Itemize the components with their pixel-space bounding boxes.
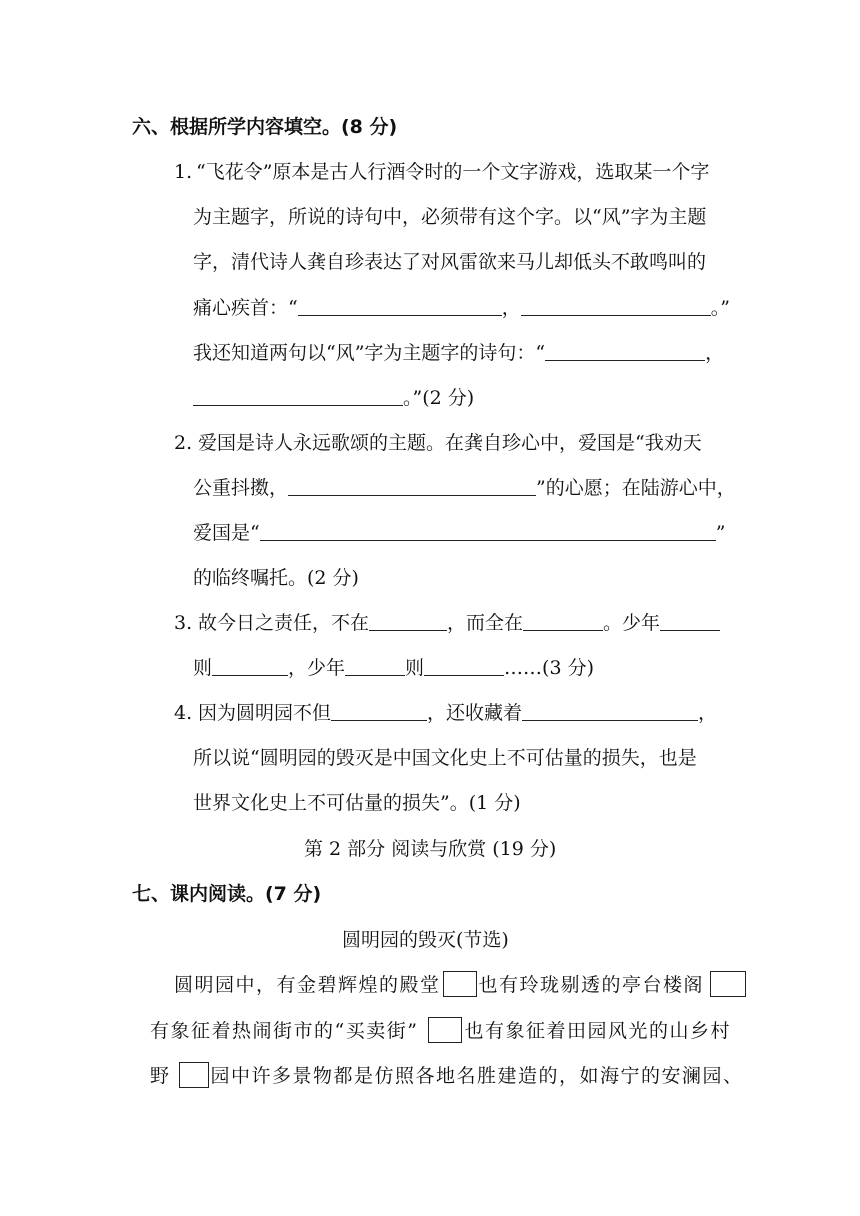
- q2-line-2-text-b: ”的心愿；在陆游心中，: [536, 477, 736, 499]
- q3-answer-blank-1[interactable]: [369, 612, 447, 631]
- q4-answer-blank-1[interactable]: [331, 702, 427, 721]
- article-line-2-text-b: 也有象征着田园风光的山乡村: [464, 1020, 731, 1042]
- q1-line-6: [193, 385, 474, 411]
- punctuation-box-3[interactable]: [428, 1017, 462, 1043]
- q3-answer-blank-4[interactable]: [212, 657, 288, 676]
- q2-line-2-text-a: 公重抖擞，: [193, 477, 289, 499]
- article-line-3: [150, 1062, 744, 1089]
- part-2-title: 第 2 部分 阅读与欣赏 (19 分): [304, 838, 557, 860]
- q1-line-1: “飞花令”原本是古人行酒令时的一个文字游戏，选取某一个字: [196, 161, 710, 183]
- q1-line-4-text-c: 。”: [710, 297, 730, 319]
- q1-line-4-text-b: ，: [501, 297, 521, 319]
- q3-answer-blank-2[interactable]: [523, 612, 603, 631]
- q1-line-5-text-a: 我还知道两句以“风”字为主题字的诗句：“: [193, 342, 546, 364]
- punctuation-box-4[interactable]: [179, 1062, 209, 1088]
- punctuation-box-1[interactable]: [443, 971, 477, 997]
- article-title-main: 圆明园的毁灭: [342, 929, 457, 951]
- q3-line-1-text-c: 。少年: [603, 612, 661, 634]
- q2-line-1: 爱国是诗人永远歌颂的主题。在龚自珍心中，爱国是“我劝天: [198, 432, 702, 454]
- q3-answer-blank-5[interactable]: [345, 657, 405, 676]
- section-7-heading: 七、课内阅读。(7 分): [132, 883, 322, 905]
- q3-line-1: [198, 610, 720, 636]
- article-line-3-text-a: 野: [150, 1065, 171, 1087]
- punctuation-box-2[interactable]: [710, 971, 746, 997]
- q1-line-2: 为主题字，所说的诗句中，必须带有这个字。以“风”字为主题: [193, 206, 707, 228]
- q1-line-4-text-a: 痛心疾首：“: [193, 297, 298, 319]
- q3-line-2: [193, 655, 594, 681]
- q2-line-4: 的临终嘱托。(2 分): [193, 567, 359, 589]
- q2-number: 2.: [174, 432, 193, 454]
- article-title-note: (节选): [456, 929, 509, 951]
- q1-answer-blank-4[interactable]: [193, 387, 403, 406]
- q1-line-5: [193, 340, 724, 366]
- article-title: [342, 927, 509, 953]
- q2-line-3-text-b: ”: [715, 522, 726, 544]
- article-line-1: [174, 971, 748, 998]
- q1-line-3: 字，清代诗人龚自珍表达了对风雷欲来马儿却低头不敢鸣叫的: [193, 251, 707, 273]
- q3-line-2-text-c: 则: [405, 657, 425, 679]
- section-6-heading: 六、根据所学内容填空。(8 分): [132, 116, 398, 138]
- q3-answer-blank-3[interactable]: [660, 612, 720, 631]
- q4-line-1-text-b: ，还收藏着: [427, 702, 523, 724]
- q1-answer-blank-1[interactable]: [298, 297, 502, 316]
- q3-line-1-text-b: ，而全在: [447, 612, 524, 634]
- article-line-1-text-b: 也有玲珑剔透的亭台楼阁: [478, 974, 705, 996]
- q3-line-2-text-a: 则: [193, 657, 213, 679]
- article-line-1-text-a: 圆明园中，有金碧辉煌的殿堂: [174, 974, 441, 996]
- q3-line-2-text-b: ，少年: [288, 657, 346, 679]
- q3-answer-blank-6[interactable]: [424, 657, 504, 676]
- article-line-3-text-b: 园中许多景物都是仿照各地名胜建造的，如海宁的安澜园、: [210, 1065, 744, 1087]
- q4-answer-blank-2[interactable]: [522, 702, 698, 721]
- q4-line-1-text-c: ，: [698, 702, 718, 724]
- q2-line-2: [193, 475, 736, 501]
- q2-line-3: [193, 520, 725, 546]
- q1-line-6-text-b: 。”(2 分): [403, 387, 475, 409]
- q1-line-4: [193, 295, 730, 321]
- q4-number: 4.: [174, 702, 193, 724]
- q4-line-3: 世界文化史上不可估量的损失”。(1 分): [193, 792, 521, 814]
- q3-line-2-text-d: ……(3 分): [504, 657, 595, 679]
- article-line-2: [150, 1017, 731, 1044]
- q4-line-1-text-a: 因为圆明园不但: [198, 702, 332, 724]
- q1-number: 1.: [174, 161, 193, 183]
- q3-number: 3.: [174, 612, 193, 634]
- q1-line-5-text-b: ，: [705, 342, 725, 364]
- q2-line-3-text-a: 爱国是“: [193, 522, 260, 544]
- article-line-2-text-a: 有象征着热闹街市的“买卖街”: [150, 1020, 419, 1042]
- q2-answer-blank-2[interactable]: [260, 522, 716, 541]
- q4-line-1: [198, 700, 717, 726]
- q1-answer-blank-2[interactable]: [521, 297, 711, 316]
- q2-answer-blank-1[interactable]: [288, 477, 536, 496]
- q3-line-1-text-a: 故今日之责任，不在: [198, 612, 370, 634]
- q4-line-2: 所以说“圆明园的毁灭是中国文化史上不可估量的损失，也是: [193, 747, 697, 769]
- q1-answer-blank-3[interactable]: [545, 342, 705, 361]
